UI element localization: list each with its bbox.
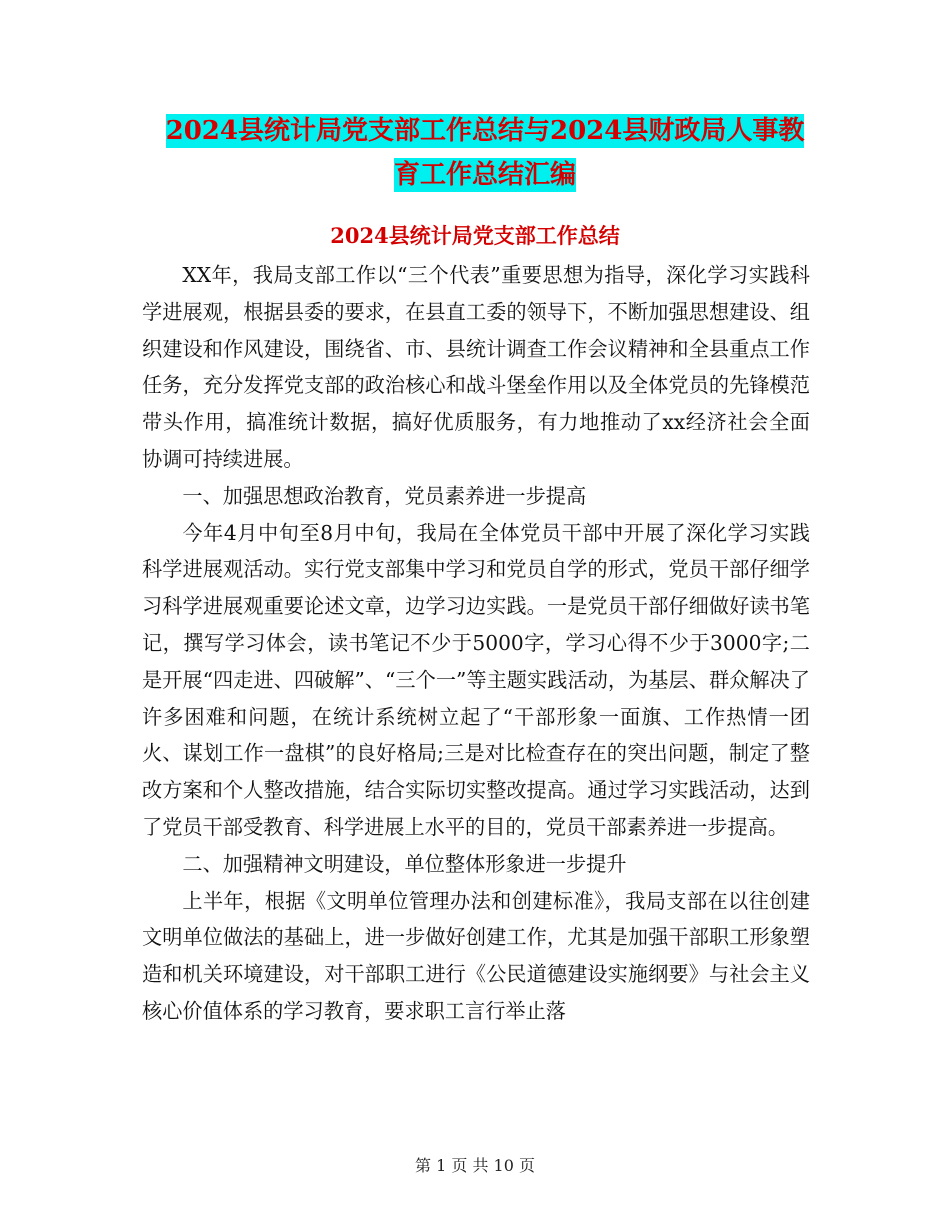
page-footer: 第 1 页 共 10 页 xyxy=(415,1156,535,1175)
paragraph-intro: XX年，我局支部工作以“三个代表”重要思想为指导，深化学习实践科学进展观，根据县委的要求，在县直工委的领导下，不断加强思想建设、组织建设和作风建设，围绕省、市、县统计调查工作会议精神和全县重点工作任务，充分发挥党支部的政治核心和战斗堡垒作用以及全体党员的先锋模范带头作用，搞准统计数据，搞好优质服务，有力地推动了xx经济社会全面协调可持续进展。 xyxy=(142,263,810,471)
document-title-line-2 xyxy=(140,150,830,200)
paragraph-section-2: 上半年，根据《文明单位管理办法和创建标准》，我局支部在以往创建文明单位做法的基础上，进一步做好创建工作，尤其是加强干部职工形象塑造和机关环境建设，对干部职工进行《公民道德建设实施纲要》与社会主义核心价值体系的学习教育，要求职工言行举止落 xyxy=(142,888,810,1023)
heading-section-1: 一、加强思想政治教育，党员素养进一步提高 xyxy=(182,483,587,508)
document-title-line-1 xyxy=(140,106,830,156)
heading-section-2: 二、加强精神文明建设，单位整体形象进一步提升 xyxy=(182,851,627,876)
paragraph-section-1: 今年4月中旬至8月中旬，我局在全体党员干部中开展了深化学习实践科学进展观活动。实行党支部集中学习和党员自学的形式，党员干部仔细学习科学进展观重要论述文章，边学习边实践。一是党员干部仔细做好读书笔记，撰写学习体会，读书笔记不少于5000字，学习心得不少于3000字;二是开展“四走进、四破解”、“三个一”等主题实践活动，为基层、群众解决了许多困难和问题，在统计系统树立起了“干部形象一面旗、工作热情一团火、谋划工作一盘棋”的良好格局;三是对比检查存在的突出问题，制定了整改方案和个人整改措施，结合实际切实整改提高。通过学习实践活动，达到了党员干部受教育、科学进展上水平的目的，党员干部素养进一步提高。 xyxy=(142,520,810,839)
title-highlight-2: 育工作总结汇编 xyxy=(393,160,576,190)
document-body xyxy=(142,257,810,1030)
section-title: 2024县统计局党支部工作总结 xyxy=(330,223,620,248)
title-highlight-1: 2024县统计局党支部工作总结与2024县财政局人事教 xyxy=(165,116,805,146)
